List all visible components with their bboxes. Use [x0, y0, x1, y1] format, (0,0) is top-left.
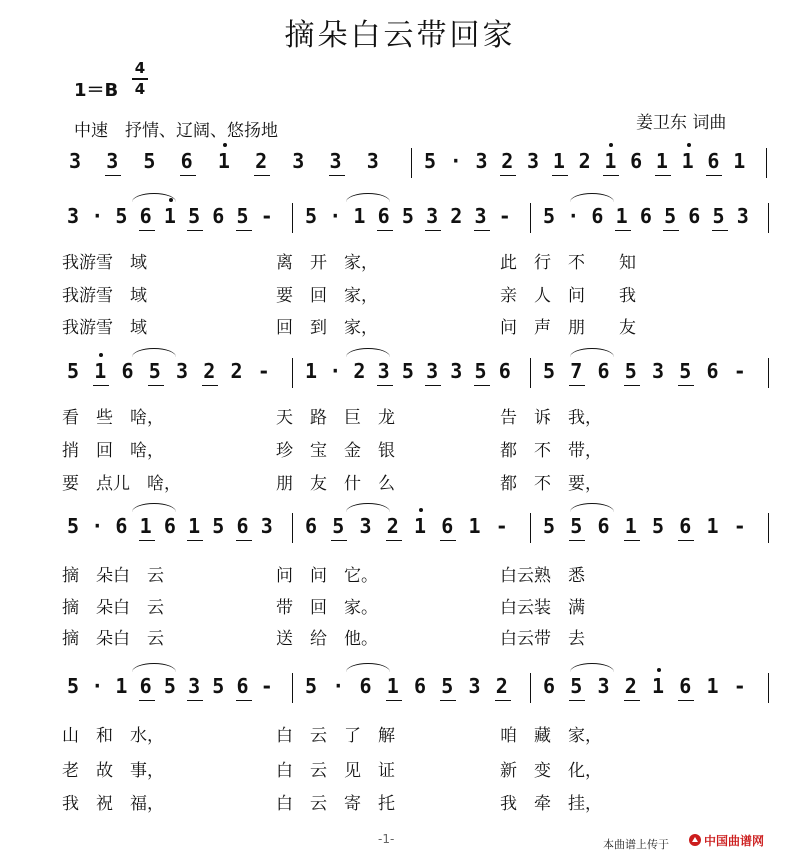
bar-line — [411, 148, 412, 178]
note-5: 5 — [663, 205, 677, 227]
note-5: 5 — [678, 360, 692, 382]
lyric-segment: 老 故 事， — [62, 761, 164, 781]
lyric-segment: 送 给 他。 — [276, 629, 378, 649]
dotted-note-dot: · — [91, 514, 104, 538]
note-2: 2 — [202, 360, 216, 382]
lyric-segment: 咱 藏 家， — [500, 726, 602, 746]
slur — [346, 193, 390, 202]
note-5: 5 — [143, 149, 156, 173]
slur — [346, 503, 390, 512]
note-6: 6 — [377, 205, 391, 227]
note-6: 6 — [639, 204, 652, 228]
note-1: 1 — [552, 150, 566, 172]
notation-row — [0, 148, 800, 178]
time-signature-bottom: 4 — [134, 80, 146, 98]
eighth-underline — [495, 700, 511, 701]
lyric-segment: 回 到 家， — [276, 318, 378, 338]
note-1: 1 — [603, 150, 617, 172]
note-6: 6 — [688, 204, 701, 228]
eighth-underline — [655, 175, 671, 176]
eighth-underline — [187, 540, 203, 541]
note-6: 6 — [139, 675, 153, 697]
note-1: 1 — [163, 205, 177, 227]
note-1: 1 — [624, 515, 638, 537]
high-octave-dot — [687, 143, 691, 147]
note-5: 5 — [66, 674, 80, 698]
lyric-segment: 此 行 不 知 — [500, 253, 636, 273]
bar-line — [768, 513, 769, 543]
note-5: 5 — [304, 204, 318, 228]
note-2: 2 — [500, 150, 514, 172]
note-2: 2 — [624, 675, 638, 697]
note-5: 5 — [331, 515, 345, 537]
tempo-marking: 中速 抒情、辽阔、悠扬地 — [74, 121, 278, 141]
high-octave-dot — [419, 508, 423, 512]
sustain-dash: - — [257, 359, 270, 383]
eighth-underline — [105, 175, 121, 176]
lyric-segment: 天 路 巨 龙 — [276, 408, 395, 428]
note-6: 6 — [542, 674, 556, 698]
page-title: 摘朵白云带回家 — [284, 18, 516, 53]
bar-line — [292, 358, 293, 388]
lyric-segment: 白云装 满 — [500, 598, 585, 618]
note-3: 3 — [475, 149, 488, 173]
eighth-underline — [569, 385, 585, 386]
bar-line — [292, 513, 293, 543]
note-5: 5 — [66, 514, 80, 538]
lyric-segment: 问 声 朋 友 — [500, 318, 636, 338]
note-1: 1 — [468, 514, 481, 538]
note-1: 1 — [115, 674, 128, 698]
note-2: 2 — [450, 204, 463, 228]
lyric-segment: 山 和 水， — [62, 726, 164, 746]
note-5: 5 — [401, 359, 414, 383]
slur — [132, 503, 176, 512]
slur — [132, 663, 176, 672]
dotted-note-dot: · — [91, 204, 104, 228]
note-1: 1 — [706, 514, 719, 538]
lyric-segment: 要 点儿 啥， — [62, 474, 181, 494]
note-6: 6 — [678, 515, 692, 537]
dotted-note-dot: · — [567, 204, 580, 228]
eighth-underline — [474, 230, 490, 231]
slur — [346, 348, 390, 357]
eighth-underline — [624, 540, 640, 541]
lyric-segment: 珍 宝 金 银 — [276, 441, 395, 461]
note-5: 5 — [212, 674, 225, 698]
note-5: 5 — [66, 359, 80, 383]
bar-line — [530, 203, 531, 233]
note-3: 3 — [527, 149, 540, 173]
key-signature: 1＝B — [74, 80, 119, 101]
note-3: 3 — [329, 150, 343, 172]
slur — [132, 193, 176, 202]
note-6: 6 — [591, 204, 604, 228]
sustain-dash: - — [260, 674, 273, 698]
author-credit: 姜卫东 词曲 — [636, 113, 727, 133]
lyric-segment: 摘 朵白 云 — [62, 566, 164, 586]
note-1: 1 — [681, 150, 695, 172]
site-logo-icon — [688, 833, 702, 847]
note-6: 6 — [413, 674, 427, 698]
eighth-underline — [712, 230, 728, 231]
note-3: 3 — [366, 149, 379, 173]
lyric-segment: 我 牵 挂， — [500, 794, 602, 814]
notation-row — [0, 513, 800, 543]
bar-line — [292, 673, 293, 703]
slur — [346, 663, 390, 672]
note-3: 3 — [474, 205, 488, 227]
eighth-underline — [377, 230, 393, 231]
eighth-underline — [139, 700, 155, 701]
note-1: 1 — [413, 515, 427, 537]
lyric-segment: 我 祝 福， — [62, 794, 164, 814]
lyric-segment: 我游雪 域 — [62, 286, 147, 306]
note-5: 5 — [440, 675, 454, 697]
lyric-segment: 离 开 家， — [276, 253, 378, 273]
note-6: 6 — [630, 149, 643, 173]
eighth-underline — [706, 175, 722, 176]
dotted-note-dot: · — [329, 204, 342, 228]
note-5: 5 — [148, 360, 162, 382]
eighth-underline — [329, 175, 345, 176]
note-6: 6 — [304, 514, 318, 538]
note-5: 5 — [569, 515, 583, 537]
bar-line — [292, 203, 293, 233]
lyric-segment: 白 云 了 解 — [276, 726, 395, 746]
eighth-underline — [377, 385, 393, 386]
lyric-segment: 我游雪 域 — [62, 253, 147, 273]
eighth-underline — [624, 700, 640, 701]
sustain-dash: - — [495, 514, 508, 538]
eighth-underline — [440, 700, 456, 701]
note-6: 6 — [597, 359, 610, 383]
note-3: 3 — [450, 359, 463, 383]
eighth-underline — [425, 230, 441, 231]
note-6: 6 — [139, 205, 153, 227]
note-6: 6 — [498, 359, 511, 383]
eighth-underline — [678, 540, 694, 541]
note-3: 3 — [187, 675, 201, 697]
eighth-underline — [425, 385, 441, 386]
eighth-underline — [386, 540, 402, 541]
lyric-segment: 捎 回 啥， — [62, 441, 164, 461]
eighth-underline — [386, 700, 402, 701]
note-6: 6 — [212, 204, 225, 228]
note-6: 6 — [597, 514, 610, 538]
sustain-dash: - — [260, 204, 273, 228]
bar-line — [768, 203, 769, 233]
note-3: 3 — [105, 150, 119, 172]
note-6: 6 — [180, 150, 194, 172]
note-5: 5 — [542, 514, 556, 538]
note-6: 6 — [706, 359, 719, 383]
eighth-underline — [500, 175, 516, 176]
time-signature-top: 4 — [134, 59, 146, 77]
note-6: 6 — [359, 674, 372, 698]
lyric-segment: 告 诉 我， — [500, 408, 602, 428]
note-3: 3 — [175, 359, 189, 383]
slur — [570, 503, 614, 512]
note-5: 5 — [712, 205, 726, 227]
lyric-segment: 带 回 家。 — [276, 598, 378, 618]
sustain-dash: - — [498, 204, 511, 228]
note-5: 5 — [423, 149, 437, 173]
eighth-underline — [440, 540, 456, 541]
note-5: 5 — [401, 204, 414, 228]
note-2: 2 — [495, 675, 509, 697]
note-6: 6 — [121, 359, 134, 383]
note-5: 5 — [651, 514, 665, 538]
note-3: 3 — [68, 149, 82, 173]
eighth-underline — [139, 540, 155, 541]
note-1: 1 — [706, 674, 719, 698]
lyric-segment: 问 问 它。 — [276, 566, 378, 586]
note-3: 3 — [377, 360, 391, 382]
lyric-segment: 新 变 化， — [500, 761, 602, 781]
lyric-segment: 看 些 啥， — [62, 408, 164, 428]
note-1: 1 — [655, 150, 669, 172]
high-octave-dot — [99, 353, 103, 357]
eighth-underline — [331, 540, 347, 541]
slur — [570, 348, 614, 357]
note-1: 1 — [615, 205, 629, 227]
note-5: 5 — [115, 204, 128, 228]
eighth-underline — [678, 385, 694, 386]
note-2: 2 — [578, 149, 591, 173]
lyric-segment: 白云熟 悉 — [500, 566, 585, 586]
eighth-underline — [615, 230, 631, 231]
eighth-underline — [187, 700, 203, 701]
lyric-segment: 朋 友 什 么 — [276, 474, 395, 494]
note-1: 1 — [353, 204, 366, 228]
dotted-note-dot: · — [91, 674, 104, 698]
eighth-underline — [139, 230, 155, 231]
note-1: 1 — [93, 360, 107, 382]
note-5: 5 — [624, 360, 638, 382]
eighth-underline — [236, 230, 252, 231]
lyric-segment: 我游雪 域 — [62, 318, 147, 338]
note-5: 5 — [542, 204, 556, 228]
note-6: 6 — [236, 515, 250, 537]
lyric-segment: 摘 朵白 云 — [62, 598, 164, 618]
note-3: 3 — [292, 149, 305, 173]
note-5: 5 — [212, 514, 225, 538]
note-3: 3 — [66, 204, 80, 228]
bar-line — [530, 358, 531, 388]
eighth-underline — [187, 230, 203, 231]
note-5: 5 — [474, 360, 488, 382]
eighth-underline — [569, 540, 585, 541]
eighth-underline — [180, 175, 196, 176]
page-number: -1- — [378, 832, 395, 846]
note-5: 5 — [569, 675, 583, 697]
lyric-segment: 亲 人 问 我 — [500, 286, 636, 306]
eighth-underline — [569, 700, 585, 701]
note-3: 3 — [425, 360, 439, 382]
note-1: 1 — [386, 675, 400, 697]
note-5: 5 — [163, 674, 176, 698]
note-6: 6 — [706, 150, 720, 172]
note-3: 3 — [651, 359, 665, 383]
bar-line — [766, 148, 767, 178]
lyric-segment: 摘 朵白 云 — [62, 629, 164, 649]
note-5: 5 — [236, 205, 250, 227]
eighth-underline — [254, 175, 270, 176]
note-5: 5 — [187, 205, 201, 227]
notation-row — [0, 358, 800, 388]
note-6: 6 — [236, 675, 250, 697]
lyric-segment: 白云带 去 — [500, 629, 585, 649]
eighth-underline — [93, 385, 109, 386]
note-3: 3 — [468, 674, 481, 698]
slur — [570, 193, 614, 202]
note-5: 5 — [304, 674, 318, 698]
sustain-dash: - — [733, 514, 746, 538]
notation-row — [0, 203, 800, 233]
eighth-underline — [236, 540, 252, 541]
time-signature — [132, 60, 148, 98]
slur — [132, 348, 176, 357]
note-3: 3 — [597, 674, 610, 698]
note-5: 5 — [542, 359, 556, 383]
bar-line — [768, 358, 769, 388]
note-6: 6 — [678, 675, 692, 697]
eighth-underline — [236, 700, 252, 701]
eighth-underline — [603, 175, 619, 176]
note-7: 7 — [569, 360, 583, 382]
dotted-note-dot: · — [449, 149, 462, 173]
site-logo: 中国曲谱网 — [704, 834, 765, 848]
note-2: 2 — [254, 150, 268, 172]
note-1: 1 — [651, 675, 665, 697]
high-octave-dot — [223, 143, 227, 147]
eighth-underline — [202, 385, 218, 386]
lyric-segment: 白 云 寄 托 — [276, 794, 395, 814]
high-octave-dot — [609, 143, 613, 147]
note-1: 1 — [733, 149, 746, 173]
note-1: 1 — [304, 359, 318, 383]
lyric-segment: 都 不 带， — [500, 441, 602, 461]
note-1: 1 — [187, 515, 201, 537]
note-3: 3 — [425, 205, 439, 227]
note-6: 6 — [163, 514, 176, 538]
dotted-note-dot: · — [329, 359, 342, 383]
note-3: 3 — [260, 514, 273, 538]
note-3: 3 — [359, 514, 372, 538]
bar-line — [768, 673, 769, 703]
upload-source-label: 本曲谱上传于 — [603, 838, 669, 851]
eighth-underline — [552, 175, 568, 176]
lyric-segment: 都 不 要， — [500, 474, 602, 494]
eighth-underline — [148, 385, 164, 386]
lyric-segment: 白 云 见 证 — [276, 761, 395, 781]
note-3: 3 — [736, 204, 749, 228]
note-6: 6 — [440, 515, 454, 537]
eighth-underline — [678, 700, 694, 701]
lyric-segment: 要 回 家， — [276, 286, 378, 306]
eighth-underline — [474, 385, 490, 386]
high-octave-dot — [657, 668, 661, 672]
bar-line — [530, 513, 531, 543]
sustain-dash: - — [733, 359, 746, 383]
note-1: 1 — [217, 150, 231, 172]
bar-line — [530, 673, 531, 703]
note-1: 1 — [139, 515, 153, 537]
note-2: 2 — [353, 359, 366, 383]
notation-row — [0, 673, 800, 703]
note-6: 6 — [115, 514, 128, 538]
note-2: 2 — [386, 515, 400, 537]
eighth-underline — [624, 385, 640, 386]
sustain-dash: - — [733, 674, 746, 698]
eighth-underline — [663, 230, 679, 231]
slur — [570, 663, 614, 672]
note-2: 2 — [230, 359, 243, 383]
dotted-note-dot: · — [332, 674, 345, 698]
